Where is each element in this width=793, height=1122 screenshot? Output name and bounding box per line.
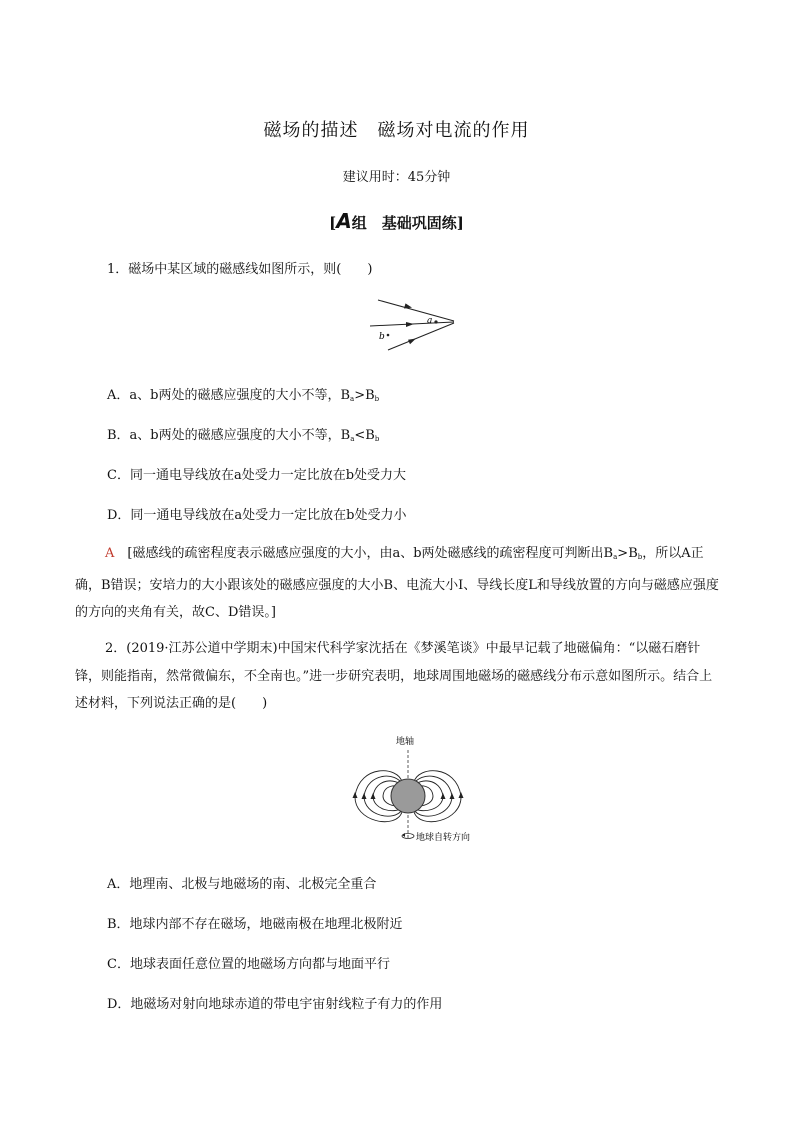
label-b: b bbox=[379, 332, 385, 342]
rotation-label: 地球自转方向 bbox=[416, 833, 471, 843]
earth-sphere bbox=[391, 779, 425, 813]
group-label: 组 基础巩固练 bbox=[351, 214, 457, 232]
label-a: a bbox=[427, 316, 433, 326]
q1-option-d: D．同一通电导线放在a处受力一定比放在b处受力小 bbox=[107, 508, 407, 523]
bracket-open: [ bbox=[329, 214, 337, 232]
q1-option-c: C．同一通电导线放在a处受力一定比放在b处受力大 bbox=[107, 468, 407, 483]
q1-stem: 1．磁场中某区域的磁感线如图所示，则( ) bbox=[107, 262, 373, 277]
bracket-close: ] bbox=[456, 214, 464, 232]
q1-figure bbox=[368, 296, 458, 354]
answer-letter: A bbox=[105, 546, 115, 561]
q1-option-b: B．a、b两处的磁感应强度的大小不等，$B_a<B_b$ bbox=[107, 428, 380, 443]
page-title: 磁场的描述 磁场对电流的作用 bbox=[263, 120, 530, 141]
q2-option-b: B．地球内部不存在磁场，地磁南极在地理北极附近 bbox=[107, 917, 403, 932]
point-b bbox=[387, 334, 390, 337]
q2-option-c: C．地球表面任意位置的地磁场方向都与地面平行 bbox=[107, 957, 390, 972]
group-letter: A bbox=[336, 209, 352, 233]
section-heading bbox=[0, 209, 793, 233]
q2-option-d: D．地磁场对射向地球赤道的带电宇宙射线粒子有力的作用 bbox=[107, 997, 443, 1012]
q1-answer-explanation: A [磁感线的疏密程度表示磁感应强度的大小，由a、b两处磁感线的疏密程度可判断出$B_a>B_b$，所以A正确，B错误；安培力的大小跟该处的磁感应强度的大小B、电流大小I、导线长度L和导线放置的方向与磁感应强度的方向的夹角有关，故C、D错误。] bbox=[75, 546, 719, 620]
q2-earth-field-figure bbox=[340, 730, 490, 848]
axis-label: 地轴 bbox=[396, 737, 415, 747]
point-a bbox=[434, 320, 437, 323]
q1-option-a: A．a、b两处的磁感应强度的大小不等，$B_a>B_b$ bbox=[107, 388, 380, 403]
q2-stem: 2．(2019·江苏公道中学期末)中国宋代科学家沈括在《梦溪笔谈》中最早记载了地磁偏角：“以磁石磨针锋，则能指南，然常微偏东，不全南也。”进一步研究表明，地球周围地磁场的磁感线分布示意如图所示。结合上述材料，下列说法正确的是( ) bbox=[75, 641, 713, 711]
suggested-time: 建议用时：45分钟 bbox=[342, 170, 451, 185]
q2-option-a: A．地理南、北极与地磁场的南、北极完全重合 bbox=[107, 877, 377, 892]
